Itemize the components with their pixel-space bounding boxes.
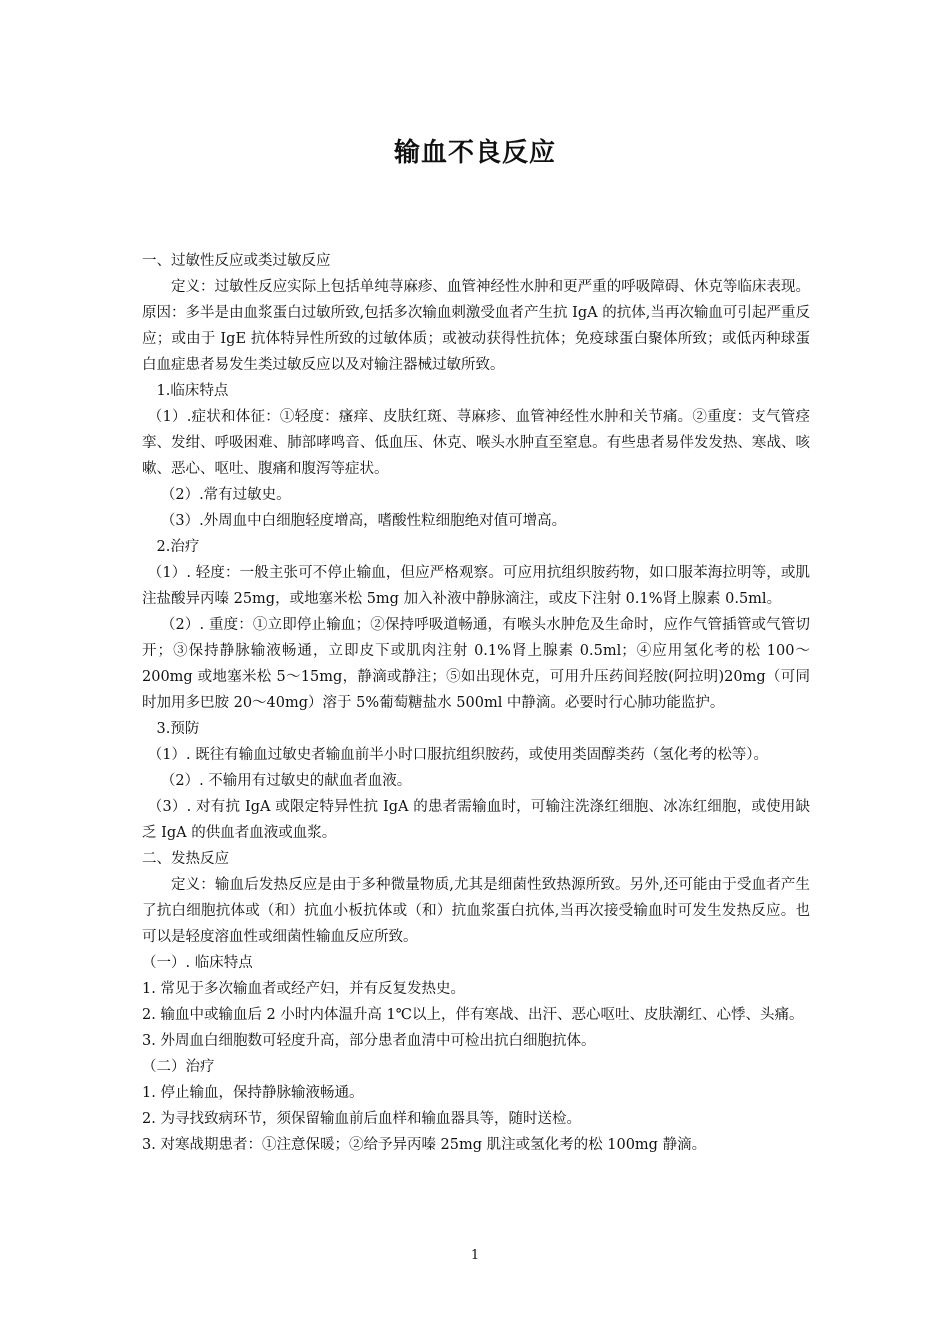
list-item: 2. 为寻找致病环节，须保留输血前后血样和输血器具等，随时送检。 [142, 1111, 581, 1127]
list-item: 2. 输血中或输血后 2 小时内体温升高 1℃以上，伴有寒战、出汗、恶心呕吐、皮肤潮红、心悸、头痛。 [142, 1007, 804, 1023]
paragraph: 定义：输血后发热反应是由于多种微量物质,尤其是细菌性致热源所致。另外,还可能由于受血者产生了抗白细胞抗体或（和）抗血小板抗体或（和）抗血浆蛋白抗体,当再次接受输血时可发生发热反应。也可以是轻度溶血性或细菌性输血反应所致。 [142, 877, 810, 945]
paragraph: （2）. 重度：①立即停止输血；②保持呼吸道畅通，有喉头水肿危及生命时，应作气管插管或气管切开；③保持静脉输液畅通，立即皮下或肌肉注射 0.1%肾上腺素 0.5ml；④应用氢化考的松 100～200mg 或地塞米松 5～15mg，静滴或静注；⑤如出现休克，可用升压药间羟胺(阿拉明)20mg（可同时加用多巴胺 20～40mg）溶于 5%葡萄糖盐水 500ml 中静滴。必要时行心肺功能监护。 [142, 617, 810, 711]
paragraph: 定义：过敏性反应实际上包括单纯荨麻疹、血管神经性水肿和更严重的呼吸障碍、休克等临床表现。原因：多半是由血浆蛋白过敏所致,包括多次输血刺激受血者产生抗 IgA 的抗体,当再次输血可引起严重反应；或由于 IgE 抗体特异性所致的过敏体质；或被动获得性抗体；免疫球蛋白聚体所致；或低丙种球蛋白血症患者易发生类过敏反应以及对输注器械过敏所致。 [142, 279, 810, 373]
paragraph: （1）. 既往有输血过敏史者输血前半小时口服抗组织胺药，或使用类固醇类药（氢化考的松等）。 [147, 747, 768, 763]
paragraph: （1）.症状和体征：①轻度：瘙痒、皮肤红斑、荨麻疹、血管神经性水肿和关节痛。②重度：支气管痉挛、发绀、呼吸困难、肺部哮鸣音、低血压、休克、喉头水肿直至窒息。有些患者易伴发发热、寒战、咳嗽、恶心、呕吐、腹痛和腹泻等症状。 [142, 409, 810, 477]
subheading: 2.治疗 [156, 539, 200, 555]
document-title: 输血不良反应 [393, 138, 556, 168]
list-item: 1. 常见于多次输血者或经产妇，并有反复发热史。 [142, 981, 465, 997]
paragraph: （1）. 轻度：一般主张可不停止输血，但应严格观察。可应用抗组织胺药物，如口服苯海拉明等，或肌注盐酸异丙嗪 25mg，或地塞米松 5mg 加入补液中静脉滴注，或皮下注射 0.1%肾上腺素 0.5ml。 [142, 565, 810, 607]
paragraph: （2）. 不输用有过敏史的献血者血液。 [160, 773, 412, 789]
subheading: （二）治疗 [142, 1059, 215, 1075]
paragraph: （2）.常有过敏史。 [160, 487, 291, 503]
page-number: 1 [470, 1248, 480, 1263]
list-item: 1. 停止输血，保持静脉输液畅通。 [142, 1085, 364, 1101]
paragraph: （3）.外周血中白细胞轻度增高，嗜酸性粒细胞绝对值可增高。 [160, 513, 567, 529]
subheading: 1.临床特点 [156, 383, 229, 399]
subheading: 3.预防 [156, 721, 200, 737]
list-item: 3. 外周血白细胞数可轻度升高，部分患者血清中可检出抗白细胞抗体。 [142, 1033, 596, 1049]
paragraph: （3）. 对有抗 IgA 或限定特异性抗 IgA 的患者需输血时，可输注洗涤红细胞、冰冻红细胞，或使用缺乏 IgA 的供血者血液或血浆。 [142, 799, 810, 841]
subheading: （一）. 临床特点 [142, 955, 253, 971]
list-item: 3. 对寒战期患者：①注意保暖；②给予异丙嗪 25mg 肌注或氢化考的松 100mg 静滴。 [142, 1137, 707, 1153]
document-body [142, 248, 810, 1158]
section-heading: 二、发热反应 [142, 851, 229, 867]
section-heading: 一、过敏性反应或类过敏反应 [142, 253, 331, 269]
